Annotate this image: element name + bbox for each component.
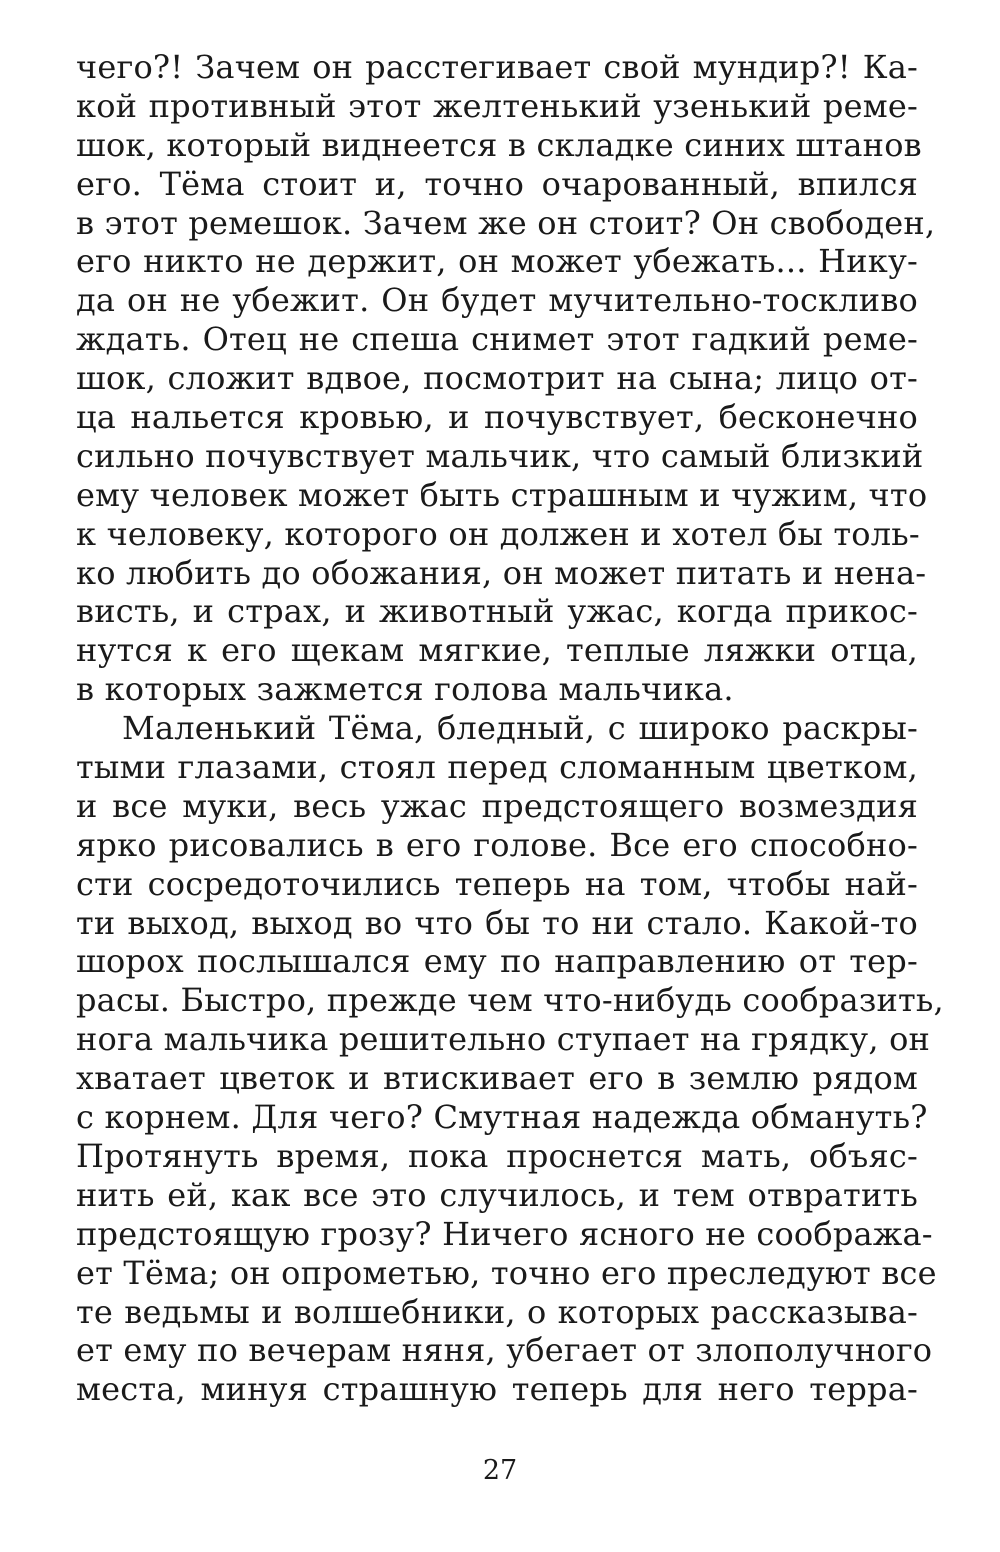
paragraph bbox=[76, 709, 944, 1409]
text-line: чего?! Зачем он расстегивает свой мундир?! Ка- bbox=[76, 48, 918, 86]
text-line: нутся к его щекам мягкие, теплые ляжки отца, bbox=[76, 631, 918, 670]
text-line: ти выход, выход во что бы то ни стало. Какой-то bbox=[76, 903, 918, 942]
text-line: ет ему по вечерам няня, убегает от злополучного bbox=[76, 1331, 933, 1370]
text-line: сти сосредоточились теперь на том, чтобы най- bbox=[76, 864, 918, 903]
body-text bbox=[76, 48, 944, 1409]
text-line: те ведьмы и волшебники, о которых рассказыва- bbox=[76, 1292, 918, 1331]
text-line: хватает цветок и втискивает его в землю рядом bbox=[76, 1059, 918, 1098]
text-line: к человеку, которого он должен и хотел бы толь- bbox=[76, 514, 920, 553]
text-line: сильно почувствует мальчик, что самый близкий bbox=[76, 436, 924, 475]
page-number: 27 bbox=[482, 1455, 518, 1486]
text-line: в этот ремешок. Зачем же он стоит? Он свободен, bbox=[76, 203, 936, 242]
text-line: ет Тёма; он опрометью, точно его преследуют все bbox=[76, 1253, 937, 1292]
text-line: ца нальется кровью, и почувствует, бесконечно bbox=[76, 398, 918, 437]
text-line: с корнем. Для чего? Смутная надежда обмануть? bbox=[76, 1098, 928, 1137]
text-line: кой противный этот желтенький узенький реме- bbox=[76, 86, 918, 125]
text-line: шорох послышался ему по направлению от тер- bbox=[76, 942, 918, 981]
text-line: и все муки, весь ужас предстоящего возмездия bbox=[76, 786, 918, 825]
text-line: ждать. Отец не спеша снимет этот гадкий реме- bbox=[76, 320, 918, 359]
text-line: висть, и страх, и животный ужас, когда прикос- bbox=[76, 592, 918, 631]
text-line: расы. Быстро, прежде чем что-нибудь сообразить, bbox=[76, 981, 944, 1020]
text-line: да он не убежит. Он будет мучительно-тоскливо bbox=[76, 281, 918, 320]
text-line: его никто не держит, он может убежать... Нику- bbox=[76, 242, 918, 281]
text-line: шок, который виднеется в складке синих штанов bbox=[76, 125, 922, 164]
text-line: в которых зажмется голова мальчика. bbox=[76, 670, 734, 709]
text-line: его. Тёма стоит и, точно очарованный, впился bbox=[76, 164, 918, 203]
text-line: ему человек может быть страшным и чужим, что bbox=[76, 475, 928, 514]
paragraph bbox=[76, 48, 936, 709]
text-line: Маленький Тёма, бледный, с широко раскры- bbox=[122, 709, 918, 748]
text-line: ярко рисовались в его голове. Все его способно- bbox=[76, 825, 918, 864]
text-line: шок, сложит вдвое, посмотрит на сына; лицо от- bbox=[76, 359, 918, 398]
text-line: Протянуть время, пока проснется мать, объяс- bbox=[76, 1136, 918, 1175]
text-line: тыми глазами, стоял перед сломанным цветком, bbox=[76, 748, 918, 787]
text-line: нога мальчика решительно ступает на грядку, он bbox=[76, 1020, 931, 1059]
text-line: предстоящую грозу? Ничего ясного не сообража- bbox=[76, 1214, 933, 1253]
text-line: нить ей, как все это случилось, и тем отвратить bbox=[76, 1175, 918, 1214]
text-line: ко любить до обожания, он может питать и нена- bbox=[76, 553, 927, 592]
text-line: места, минуя страшную теперь для него терра- bbox=[76, 1370, 918, 1409]
